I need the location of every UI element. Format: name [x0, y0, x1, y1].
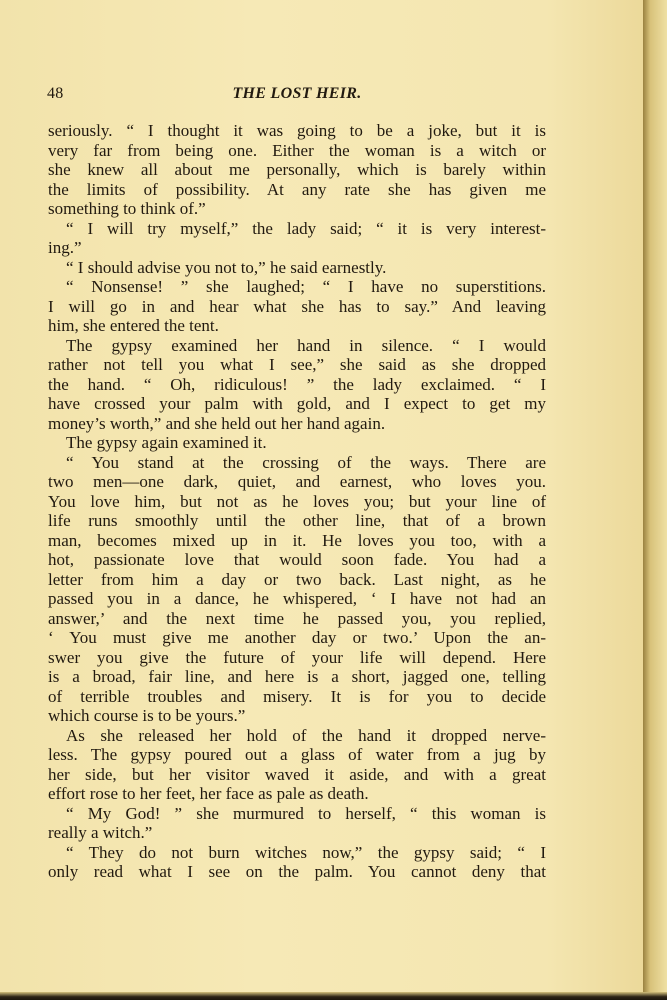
text-line: I will go in and hear what she has to say.” And leaving	[48, 296, 546, 316]
text-line: something to think of.”	[48, 199, 206, 218]
page-edge-bottom	[0, 992, 667, 1000]
text-line: seriously. “ I thought it was going to be a joke, but it is	[48, 121, 546, 140]
text-line: very far from being one. Either the woman is a witch or	[48, 140, 546, 160]
page-edge-right	[643, 0, 667, 1000]
text-line: The gypsy examined her hand in silence. “ I would	[66, 335, 546, 355]
text-line: ing.”	[48, 238, 82, 257]
text-line: “ You stand at the crossing of the ways. There are	[66, 452, 546, 472]
text-line: “ My God! ” she murmured to herself, “ this woman is	[66, 803, 546, 823]
text-line: answer,’ and the next time he passed you, you replied,	[48, 608, 546, 628]
text-line: her side, but her visitor waved it aside, and with a great	[48, 764, 546, 784]
body-text	[48, 121, 546, 882]
text-line: “ I will try myself,” the lady said; “ it is very interest-	[66, 218, 546, 238]
text-line: “ They do not burn witches now,” the gypsy said; “ I	[66, 842, 546, 862]
text-line: money’s worth,” and she held out her hand again.	[48, 413, 386, 433]
page-number: 48	[47, 85, 64, 102]
text-line: life runs smoothly until the other line, that of a brown	[48, 511, 546, 530]
text-line: passed you in a dance, he whispered, ‘ I have not had an	[48, 589, 546, 608]
text-line: You love him, but not as he loves you; but your line of	[48, 491, 546, 511]
text-line: the limits of possibility. At any rate she has given me	[48, 179, 546, 199]
text-line: is a broad, fair line, and here is a short, jagged one, telling	[48, 667, 546, 686]
text-line: only read what I see on the palm. You cannot deny that	[48, 862, 546, 881]
text-line: him, she entered the tent.	[48, 316, 219, 335]
text-line: of terrible troubles and misery. It is for you to decide	[48, 686, 546, 706]
text-line: two men—one dark, quiet, and earnest, who loves you.	[48, 472, 546, 491]
text-line: really a witch.”	[48, 823, 153, 842]
text-line: effort rose to her feet, her face as pale as death.	[48, 784, 369, 803]
text-line: “ Nonsense! ” she laughed; “ I have no superstitions.	[66, 277, 546, 296]
page-header	[47, 85, 547, 107]
text-line: man, becomes mixed up in it. He loves you too, with a	[48, 530, 546, 550]
text-line: “ I should advise you not to,” he said earnestly.	[66, 257, 387, 277]
text-line: have crossed your palm with gold, and I expect to get my	[48, 394, 546, 413]
text-line: The gypsy again examined it.	[66, 433, 267, 452]
text-line: less. The gypsy poured out a glass of water from a jug by	[48, 745, 546, 764]
text-line: the hand. “ Oh, ridiculous! ” the lady exclaimed. “ I	[48, 374, 546, 394]
text-line: As she released her hold of the hand it dropped nerve-	[66, 725, 546, 745]
running-head: THE LOST HEIR.	[232, 85, 362, 102]
text-line: rather not tell you what I see,” she said as she dropped	[48, 355, 546, 374]
text-line: letter from him a day or two back. Last night, as he	[48, 569, 546, 589]
text-line: which course is to be yours.”	[48, 706, 246, 725]
text-line: hot, passionate love that would soon fade. You had a	[48, 550, 546, 569]
text-line: ‘ You must give me another day or two.’ Upon the an-	[48, 628, 546, 647]
text-line: swer you give the future of your life will depend. Here	[48, 647, 546, 667]
text-line: she knew all about me personally, which is barely within	[48, 160, 546, 179]
